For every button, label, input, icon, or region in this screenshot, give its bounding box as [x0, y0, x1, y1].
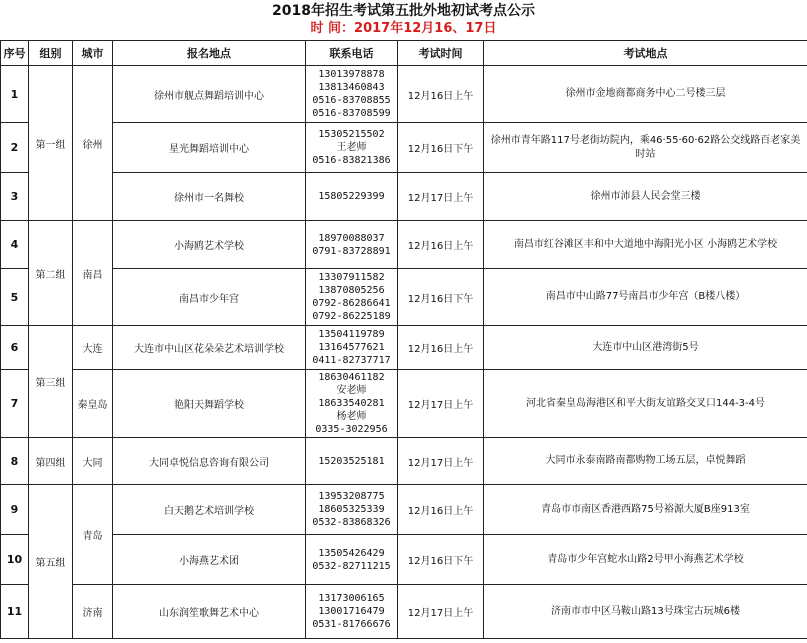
- address-cell: 大同市永泰南路南都购物工场五层，卓悦舞蹈: [484, 438, 807, 485]
- exam-dates-subtitle: 时 间：2017年12月16、17日: [310, 21, 497, 36]
- address-cell: 青岛市少年宫蛇水山路2号甲小海燕艺术学校: [484, 535, 807, 585]
- time-cell: 12月16日上午: [398, 221, 484, 269]
- city-cell: 徐州: [73, 66, 113, 221]
- col-header-phone: 联系电话: [306, 41, 398, 66]
- phone-cell: 13307911582 13870805256 0792-86286641 0792-86225189: [306, 269, 398, 326]
- address-cell: 济南市市中区马鞍山路13号珠宝古玩城6楼: [484, 585, 807, 639]
- row-index: 4: [1, 221, 29, 269]
- address-cell: 南昌市中山路77号南昌市少年宫（B楼八楼）: [484, 269, 807, 326]
- table-row: [1, 535, 807, 585]
- table-row: [1, 173, 807, 221]
- time-cell: 12月17日上午: [398, 585, 484, 639]
- phone-cell: 13173006165 13001716479 0531-81766676: [306, 585, 398, 639]
- table-row: [1, 269, 807, 326]
- phone-cell: 18630461182 安老师 18633540281 杨老师 0335-3022956: [306, 370, 398, 438]
- col-header-site: 报名地点: [113, 41, 306, 66]
- time-cell: 12月16日上午: [398, 66, 484, 123]
- site-cell: 徐州市一名舞校: [113, 173, 306, 221]
- group-cell: 第四组: [29, 438, 73, 485]
- group-cell: 第一组: [29, 66, 73, 221]
- site-cell: 南昌市少年宫: [113, 269, 306, 326]
- time-cell: 12月16日下午: [398, 535, 484, 585]
- address-cell: 徐州市沛县人民会堂三楼: [484, 173, 807, 221]
- row-index: 3: [1, 173, 29, 221]
- time-cell: 12月17日上午: [398, 438, 484, 485]
- city-cell: 大连: [73, 326, 113, 370]
- group-cell: 第三组: [29, 326, 73, 438]
- group-cell: 第五组: [29, 485, 73, 639]
- city-cell: 南昌: [73, 221, 113, 326]
- phone-cell: 15305215502 王老师 0516-83821386: [306, 123, 398, 173]
- site-cell: 小海鸥艺术学校: [113, 221, 306, 269]
- phone-cell: 15805229399: [306, 173, 398, 221]
- row-index: 2: [1, 123, 29, 173]
- site-cell: 徐州市舰点舞蹈培训中心: [113, 66, 306, 123]
- row-index: 11: [1, 585, 29, 639]
- col-header-time: 考试时间: [398, 41, 484, 66]
- time-cell: 12月16日上午: [398, 485, 484, 535]
- site-cell: 大同卓悦信息咨询有限公司: [113, 438, 306, 485]
- site-cell: 白天鹅艺术培训学校: [113, 485, 306, 535]
- city-cell: 秦皇岛: [73, 370, 113, 438]
- row-index: 1: [1, 66, 29, 123]
- page-title: 2018年招生考试第五批外地初试考点公示: [272, 3, 535, 19]
- address-cell: 大连市中山区港湾街5号: [484, 326, 807, 370]
- col-header-index: 序号: [1, 41, 29, 66]
- phone-cell: 15203525181: [306, 438, 398, 485]
- col-header-address: 考试地点: [484, 41, 807, 66]
- address-cell: 徐州市金地商都商务中心二号楼三层: [484, 66, 807, 123]
- address-cell: 青岛市市南区香港西路75号裕源大厦B座913室: [484, 485, 807, 535]
- site-cell: 山东润笙歌舞艺术中心: [113, 585, 306, 639]
- site-cell: 艳阳天舞蹈学校: [113, 370, 306, 438]
- phone-cell: 13953208775 18605325339 0532-83868326: [306, 485, 398, 535]
- time-cell: 12月16日上午: [398, 326, 484, 370]
- table-row: [1, 585, 807, 639]
- address-cell: 徐州市青年路117号老街坊院内，乘46·55·60·62路公交线路百老家美时站: [484, 123, 807, 173]
- col-header-city: 城市: [73, 41, 113, 66]
- time-cell: 12月16日下午: [398, 123, 484, 173]
- address-cell: 南昌市红谷滩区丰和中大道地中海阳光小区 小海鸥艺术学校: [484, 221, 807, 269]
- site-cell: 大连市中山区花朵朵艺术培训学校: [113, 326, 306, 370]
- phone-cell: 18970088037 0791-83728891: [306, 221, 398, 269]
- table-header-row: [1, 41, 807, 66]
- site-cell: 星光舞蹈培训中心: [113, 123, 306, 173]
- col-header-group: 组别: [29, 41, 73, 66]
- phone-cell: 13505426429 0532-82711215: [306, 535, 398, 585]
- table-row: [1, 221, 807, 269]
- city-cell: 济南: [73, 585, 113, 639]
- city-cell: 青岛: [73, 485, 113, 585]
- time-cell: 12月17日上午: [398, 173, 484, 221]
- table-row: [1, 485, 807, 535]
- row-index: 8: [1, 438, 29, 485]
- phone-cell: 13013978878 13813460843 0516-83708855 0516-83708599: [306, 66, 398, 123]
- time-cell: 12月17日上午: [398, 370, 484, 438]
- group-cell: 第二组: [29, 221, 73, 326]
- city-cell: 大同: [73, 438, 113, 485]
- row-index: 5: [1, 269, 29, 326]
- table-row: [1, 326, 807, 370]
- table-row: [1, 123, 807, 173]
- row-index: 7: [1, 370, 29, 438]
- phone-cell: 13504119789 13164577621 0411-82737717: [306, 326, 398, 370]
- site-cell: 小海燕艺术团: [113, 535, 306, 585]
- address-cell: 河北省秦皇岛海港区和平大街友谊路交叉口144-3-4号: [484, 370, 807, 438]
- row-index: 9: [1, 485, 29, 535]
- row-index: 10: [1, 535, 29, 585]
- time-cell: 12月16日下午: [398, 269, 484, 326]
- table-row: [1, 438, 807, 485]
- row-index: 6: [1, 326, 29, 370]
- table-row: [1, 66, 807, 123]
- table-row: [1, 370, 807, 438]
- exam-sites-table: [0, 40, 807, 639]
